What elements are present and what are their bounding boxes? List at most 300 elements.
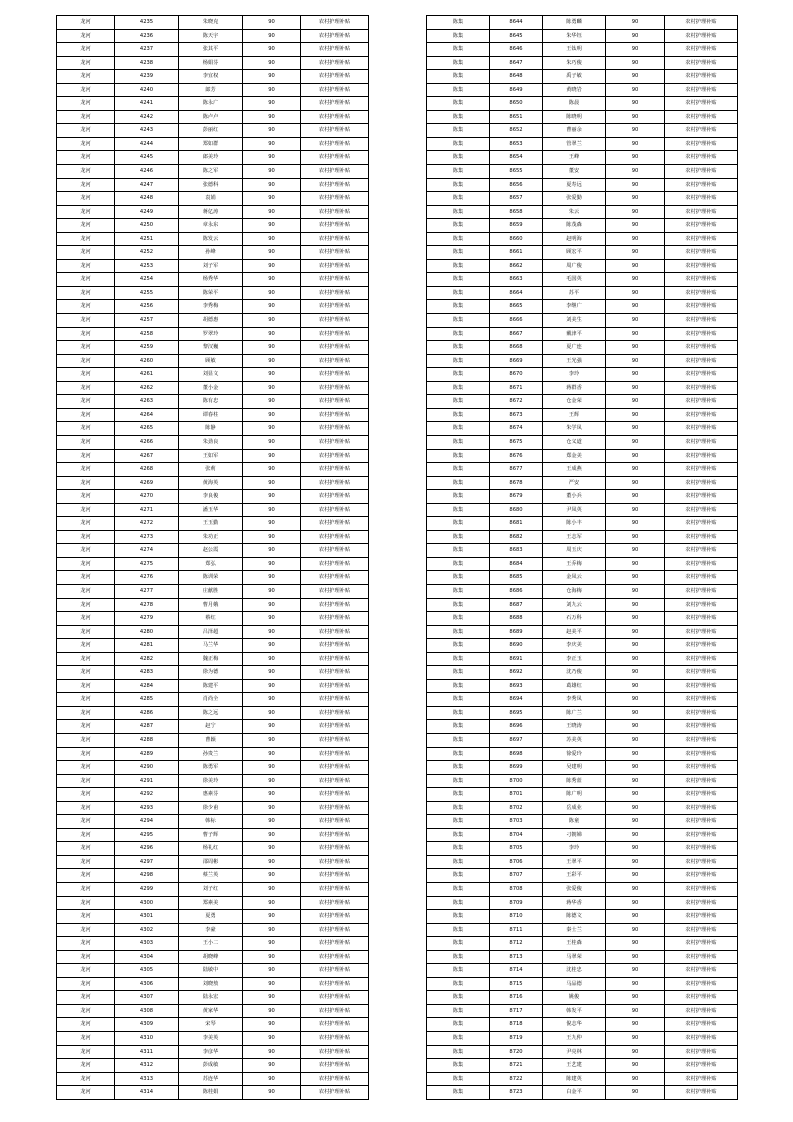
number-cell: 4291 bbox=[115, 774, 179, 788]
name-cell: 李继广 bbox=[543, 300, 606, 314]
town-cell: 龙河 bbox=[57, 612, 115, 626]
type-cell: 农村护理补贴 bbox=[301, 571, 369, 585]
number-cell: 4236 bbox=[115, 29, 179, 43]
town-cell: 陈集 bbox=[427, 259, 490, 273]
number-cell: 8722 bbox=[490, 1072, 543, 1086]
table-row bbox=[57, 842, 369, 856]
number-cell: 4238 bbox=[115, 56, 179, 70]
number-cell: 8700 bbox=[490, 774, 543, 788]
town-cell: 陈集 bbox=[427, 232, 490, 246]
town-cell: 陈集 bbox=[427, 327, 490, 341]
number-cell: 4235 bbox=[115, 16, 179, 30]
left-table-body bbox=[57, 16, 369, 1100]
table-row bbox=[427, 300, 738, 314]
name-cell: 黎汉巍 bbox=[179, 341, 243, 355]
town-cell: 龙河 bbox=[57, 1045, 115, 1059]
table-row bbox=[427, 1059, 738, 1073]
table-row bbox=[427, 977, 738, 991]
name-cell: 杨秀华 bbox=[179, 273, 243, 287]
amount-cell: 90 bbox=[606, 503, 665, 517]
type-cell: 农村护理补贴 bbox=[301, 1004, 369, 1018]
type-cell: 农村护理补贴 bbox=[665, 490, 738, 504]
name-cell: 陈茂森 bbox=[543, 219, 606, 233]
amount-cell: 90 bbox=[606, 43, 665, 57]
table-row bbox=[427, 1086, 738, 1100]
town-cell: 陈集 bbox=[427, 70, 490, 84]
table-row bbox=[427, 693, 738, 707]
number-cell: 4266 bbox=[115, 435, 179, 449]
number-cell: 4250 bbox=[115, 219, 179, 233]
town-cell: 龙河 bbox=[57, 490, 115, 504]
amount-cell: 90 bbox=[243, 855, 301, 869]
name-cell: 潘玉华 bbox=[179, 503, 243, 517]
type-cell: 农村护理补贴 bbox=[301, 977, 369, 991]
number-cell: 8717 bbox=[490, 1004, 543, 1018]
name-cell: 王如军 bbox=[179, 449, 243, 463]
table-row bbox=[427, 368, 738, 382]
number-cell: 4283 bbox=[115, 666, 179, 680]
type-cell: 农村护理补贴 bbox=[301, 70, 369, 84]
name-cell: 陈广兰 bbox=[543, 706, 606, 720]
number-cell: 8719 bbox=[490, 1032, 543, 1046]
amount-cell: 90 bbox=[606, 341, 665, 355]
table-row bbox=[427, 273, 738, 287]
table-row bbox=[427, 16, 738, 30]
amount-cell: 90 bbox=[243, 192, 301, 206]
table-row bbox=[57, 354, 369, 368]
table-row bbox=[427, 1032, 738, 1046]
number-cell: 8697 bbox=[490, 733, 543, 747]
amount-cell: 90 bbox=[606, 476, 665, 490]
town-cell: 陈集 bbox=[427, 314, 490, 328]
type-cell: 农村护理补贴 bbox=[301, 327, 369, 341]
type-cell: 农村护理补贴 bbox=[665, 476, 738, 490]
type-cell: 农村护理补贴 bbox=[301, 801, 369, 815]
table-row bbox=[57, 1059, 369, 1073]
type-cell: 农村护理补贴 bbox=[665, 408, 738, 422]
type-cell: 农村护理补贴 bbox=[301, 517, 369, 531]
amount-cell: 90 bbox=[606, 205, 665, 219]
type-cell: 农村护理补贴 bbox=[665, 598, 738, 612]
number-cell: 4270 bbox=[115, 490, 179, 504]
table-row bbox=[427, 788, 738, 802]
table-row bbox=[57, 896, 369, 910]
name-cell: 仓海梅 bbox=[543, 584, 606, 598]
type-cell: 农村护理补贴 bbox=[301, 815, 369, 829]
type-cell: 农村护理补贴 bbox=[301, 1059, 369, 1073]
table-row bbox=[57, 801, 369, 815]
table-row bbox=[427, 557, 738, 571]
number-cell: 8654 bbox=[490, 151, 543, 165]
number-cell: 4306 bbox=[115, 977, 179, 991]
table-row bbox=[57, 774, 369, 788]
type-cell: 农村护理补贴 bbox=[301, 449, 369, 463]
name-cell: 刘子红 bbox=[179, 883, 243, 897]
type-cell: 农村护理补贴 bbox=[301, 923, 369, 937]
type-cell: 农村护理补贴 bbox=[301, 286, 369, 300]
type-cell: 农村护理补贴 bbox=[301, 124, 369, 138]
number-cell: 8677 bbox=[490, 463, 543, 477]
name-cell: 王成燕 bbox=[543, 463, 606, 477]
name-cell: 李玲 bbox=[543, 368, 606, 382]
town-cell: 陈集 bbox=[427, 544, 490, 558]
town-cell: 陈集 bbox=[427, 693, 490, 707]
type-cell: 农村护理补贴 bbox=[301, 463, 369, 477]
town-cell: 龙河 bbox=[57, 205, 115, 219]
type-cell: 农村护理补贴 bbox=[665, 137, 738, 151]
town-cell: 龙河 bbox=[57, 70, 115, 84]
name-cell: 胡晓峰 bbox=[179, 950, 243, 964]
name-cell: 仓金荣 bbox=[543, 395, 606, 409]
number-cell: 4301 bbox=[115, 910, 179, 924]
name-cell: 李正玉 bbox=[543, 652, 606, 666]
town-cell: 龙河 bbox=[57, 327, 115, 341]
town-cell: 龙河 bbox=[57, 1059, 115, 1073]
type-cell: 农村护理补贴 bbox=[665, 449, 738, 463]
type-cell: 农村护理补贴 bbox=[301, 530, 369, 544]
amount-cell: 90 bbox=[606, 16, 665, 30]
type-cell: 农村护理补贴 bbox=[665, 43, 738, 57]
amount-cell: 90 bbox=[606, 693, 665, 707]
type-cell: 农村护理补贴 bbox=[665, 977, 738, 991]
table-row bbox=[427, 327, 738, 341]
table-row bbox=[57, 300, 369, 314]
number-cell: 4289 bbox=[115, 747, 179, 761]
type-cell: 农村护理补贴 bbox=[301, 165, 369, 179]
name-cell: 李宜权 bbox=[179, 70, 243, 84]
amount-cell: 90 bbox=[606, 612, 665, 626]
town-cell: 龙河 bbox=[57, 706, 115, 720]
town-cell: 陈集 bbox=[427, 449, 490, 463]
amount-cell: 90 bbox=[243, 625, 301, 639]
name-cell: 周广俊 bbox=[543, 259, 606, 273]
number-cell: 4252 bbox=[115, 246, 179, 260]
type-cell: 农村护理补贴 bbox=[665, 1004, 738, 1018]
town-cell: 陈集 bbox=[427, 666, 490, 680]
town-cell: 陈集 bbox=[427, 178, 490, 192]
amount-cell: 90 bbox=[606, 557, 665, 571]
type-cell: 农村护理补贴 bbox=[665, 70, 738, 84]
amount-cell: 90 bbox=[243, 720, 301, 734]
name-cell: 陈天宇 bbox=[179, 29, 243, 43]
name-cell: 蔡兰英 bbox=[179, 869, 243, 883]
type-cell: 农村护理补贴 bbox=[301, 828, 369, 842]
number-cell: 8704 bbox=[490, 828, 543, 842]
town-cell: 龙河 bbox=[57, 950, 115, 964]
type-cell: 农村护理补贴 bbox=[665, 381, 738, 395]
name-cell: 王峰 bbox=[543, 151, 606, 165]
name-cell: 戴津平 bbox=[543, 327, 606, 341]
name-cell: 马翠荣 bbox=[543, 950, 606, 964]
amount-cell: 90 bbox=[243, 178, 301, 192]
number-cell: 8721 bbox=[490, 1059, 543, 1073]
town-cell: 龙河 bbox=[57, 733, 115, 747]
town-cell: 陈集 bbox=[427, 923, 490, 937]
amount-cell: 90 bbox=[243, 530, 301, 544]
name-cell: 顾敏 bbox=[179, 354, 243, 368]
table-row bbox=[57, 137, 369, 151]
number-cell: 8668 bbox=[490, 341, 543, 355]
table-row bbox=[427, 259, 738, 273]
type-cell: 农村护理补贴 bbox=[665, 368, 738, 382]
town-cell: 龙河 bbox=[57, 883, 115, 897]
number-cell: 8694 bbox=[490, 693, 543, 707]
table-row bbox=[57, 517, 369, 531]
table-row bbox=[57, 828, 369, 842]
table-row bbox=[57, 1032, 369, 1046]
amount-cell: 90 bbox=[243, 246, 301, 260]
name-cell: 陈勇麟 bbox=[543, 16, 606, 30]
type-cell: 农村护理补贴 bbox=[301, 869, 369, 883]
type-cell: 农村护理补贴 bbox=[301, 937, 369, 951]
table-row bbox=[427, 639, 738, 653]
name-cell: 朱巧俊 bbox=[543, 56, 606, 70]
table-row bbox=[427, 314, 738, 328]
number-cell: 4244 bbox=[115, 137, 179, 151]
amount-cell: 90 bbox=[243, 314, 301, 328]
town-cell: 龙河 bbox=[57, 178, 115, 192]
number-cell: 4247 bbox=[115, 178, 179, 192]
name-cell: 岳成业 bbox=[543, 801, 606, 815]
number-cell: 8682 bbox=[490, 530, 543, 544]
table-row bbox=[427, 463, 738, 477]
town-cell: 龙河 bbox=[57, 300, 115, 314]
number-cell: 8680 bbox=[490, 503, 543, 517]
town-cell: 陈集 bbox=[427, 1086, 490, 1100]
table-row bbox=[427, 910, 738, 924]
number-cell: 8710 bbox=[490, 910, 543, 924]
number-cell: 8676 bbox=[490, 449, 543, 463]
number-cell: 8711 bbox=[490, 923, 543, 937]
name-cell: 蔡红 bbox=[179, 612, 243, 626]
town-cell: 龙河 bbox=[57, 896, 115, 910]
type-cell: 农村护理补贴 bbox=[665, 747, 738, 761]
type-cell: 农村护理补贴 bbox=[665, 950, 738, 964]
table-row bbox=[427, 1045, 738, 1059]
table-row bbox=[427, 395, 738, 409]
number-cell: 4295 bbox=[115, 828, 179, 842]
table-row bbox=[427, 761, 738, 775]
type-cell: 农村护理补贴 bbox=[301, 300, 369, 314]
name-cell: 宋琴 bbox=[179, 1018, 243, 1032]
table-row bbox=[57, 679, 369, 693]
name-cell: 石万科 bbox=[543, 612, 606, 626]
type-cell: 农村护理补贴 bbox=[665, 652, 738, 666]
table-row bbox=[427, 56, 738, 70]
number-cell: 8655 bbox=[490, 165, 543, 179]
amount-cell: 90 bbox=[606, 490, 665, 504]
amount-cell: 90 bbox=[606, 435, 665, 449]
name-cell: 王翠平 bbox=[543, 855, 606, 869]
type-cell: 农村护理补贴 bbox=[665, 219, 738, 233]
town-cell: 龙河 bbox=[57, 83, 115, 97]
amount-cell: 90 bbox=[606, 422, 665, 436]
town-cell: 龙河 bbox=[57, 422, 115, 436]
town-cell: 龙河 bbox=[57, 991, 115, 1005]
amount-cell: 90 bbox=[606, 110, 665, 124]
name-cell: 马品德 bbox=[543, 977, 606, 991]
table-row bbox=[427, 192, 738, 206]
amount-cell: 90 bbox=[243, 706, 301, 720]
number-cell: 4304 bbox=[115, 950, 179, 964]
type-cell: 农村护理补贴 bbox=[665, 435, 738, 449]
number-cell: 4309 bbox=[115, 1018, 179, 1032]
town-cell: 陈集 bbox=[427, 652, 490, 666]
table-row bbox=[427, 1072, 738, 1086]
table-row bbox=[57, 544, 369, 558]
name-cell: 陈有忠 bbox=[179, 395, 243, 409]
type-cell: 农村护理补贴 bbox=[301, 720, 369, 734]
table-row bbox=[427, 815, 738, 829]
number-cell: 8712 bbox=[490, 937, 543, 951]
number-cell: 4303 bbox=[115, 937, 179, 951]
town-cell: 陈集 bbox=[427, 110, 490, 124]
number-cell: 4260 bbox=[115, 354, 179, 368]
right-table-body bbox=[427, 16, 738, 1100]
amount-cell: 90 bbox=[243, 259, 301, 273]
number-cell: 4287 bbox=[115, 720, 179, 734]
number-cell: 8718 bbox=[490, 1018, 543, 1032]
table-row bbox=[57, 761, 369, 775]
table-row bbox=[57, 977, 369, 991]
name-cell: 王钛明 bbox=[543, 43, 606, 57]
type-cell: 农村护理补贴 bbox=[301, 246, 369, 260]
number-cell: 4257 bbox=[115, 314, 179, 328]
number-cell: 4255 bbox=[115, 286, 179, 300]
table-row bbox=[427, 246, 738, 260]
type-cell: 农村护理补贴 bbox=[301, 476, 369, 490]
name-cell: 王九仲 bbox=[543, 1032, 606, 1046]
amount-cell: 90 bbox=[243, 395, 301, 409]
town-cell: 龙河 bbox=[57, 842, 115, 856]
name-cell: 彭丽红 bbox=[179, 124, 243, 138]
number-cell: 4249 bbox=[115, 205, 179, 219]
town-cell: 陈集 bbox=[427, 83, 490, 97]
town-cell: 龙河 bbox=[57, 815, 115, 829]
number-cell: 8651 bbox=[490, 110, 543, 124]
town-cell: 龙河 bbox=[57, 56, 115, 70]
name-cell: 袁娟 bbox=[179, 192, 243, 206]
amount-cell: 90 bbox=[606, 774, 665, 788]
amount-cell: 90 bbox=[606, 761, 665, 775]
amount-cell: 90 bbox=[606, 720, 665, 734]
name-cell: 陈晓明 bbox=[543, 110, 606, 124]
type-cell: 农村护理补贴 bbox=[301, 205, 369, 219]
number-cell: 8647 bbox=[490, 56, 543, 70]
town-cell: 陈集 bbox=[427, 842, 490, 856]
table-row bbox=[427, 544, 738, 558]
table-row bbox=[427, 571, 738, 585]
table-row bbox=[427, 151, 738, 165]
number-cell: 8696 bbox=[490, 720, 543, 734]
town-cell: 龙河 bbox=[57, 666, 115, 680]
type-cell: 农村护理补贴 bbox=[665, 314, 738, 328]
table-row bbox=[57, 449, 369, 463]
table-row bbox=[57, 557, 369, 571]
town-cell: 陈集 bbox=[427, 557, 490, 571]
name-cell: 曹颖 bbox=[179, 733, 243, 747]
number-cell: 4265 bbox=[115, 422, 179, 436]
table-row bbox=[57, 435, 369, 449]
amount-cell: 90 bbox=[243, 1018, 301, 1032]
amount-cell: 90 bbox=[606, 232, 665, 246]
town-cell: 龙河 bbox=[57, 165, 115, 179]
town-cell: 龙河 bbox=[57, 625, 115, 639]
name-cell: 张莉 bbox=[179, 463, 243, 477]
type-cell: 农村护理补贴 bbox=[665, 625, 738, 639]
type-cell: 农村护理补贴 bbox=[665, 354, 738, 368]
type-cell: 农村护理补贴 bbox=[301, 1045, 369, 1059]
amount-cell: 90 bbox=[606, 571, 665, 585]
amount-cell: 90 bbox=[606, 896, 665, 910]
table-row bbox=[57, 1072, 369, 1086]
table-row bbox=[427, 950, 738, 964]
type-cell: 农村护理补贴 bbox=[665, 192, 738, 206]
table-row bbox=[57, 1086, 369, 1100]
name-cell: 朱功正 bbox=[179, 530, 243, 544]
number-cell: 8693 bbox=[490, 679, 543, 693]
amount-cell: 90 bbox=[243, 733, 301, 747]
type-cell: 农村护理补贴 bbox=[665, 869, 738, 883]
type-cell: 农村护理补贴 bbox=[301, 354, 369, 368]
number-cell: 8664 bbox=[490, 286, 543, 300]
amount-cell: 90 bbox=[606, 408, 665, 422]
town-cell: 陈集 bbox=[427, 97, 490, 111]
type-cell: 农村护理补贴 bbox=[301, 259, 369, 273]
table-row bbox=[427, 1018, 738, 1032]
name-cell: 胡德惠 bbox=[179, 314, 243, 328]
name-cell: 徐少甫 bbox=[179, 801, 243, 815]
amount-cell: 90 bbox=[606, 463, 665, 477]
name-cell: 陈永广 bbox=[179, 97, 243, 111]
type-cell: 农村护理补贴 bbox=[665, 937, 738, 951]
name-cell: 徐美玲 bbox=[179, 774, 243, 788]
amount-cell: 90 bbox=[606, 584, 665, 598]
type-cell: 农村护理补贴 bbox=[301, 639, 369, 653]
town-cell: 陈集 bbox=[427, 341, 490, 355]
type-cell: 农村护理补贴 bbox=[665, 733, 738, 747]
amount-cell: 90 bbox=[606, 449, 665, 463]
type-cell: 农村护理补贴 bbox=[665, 341, 738, 355]
type-cell: 农村护理补贴 bbox=[301, 395, 369, 409]
town-cell: 陈集 bbox=[427, 408, 490, 422]
name-cell: 白金平 bbox=[543, 1086, 606, 1100]
name-cell: 郎美玲 bbox=[179, 151, 243, 165]
table-row bbox=[57, 56, 369, 70]
amount-cell: 90 bbox=[243, 449, 301, 463]
name-cell: 张爱勤 bbox=[543, 192, 606, 206]
amount-cell: 90 bbox=[606, 29, 665, 43]
amount-cell: 90 bbox=[243, 544, 301, 558]
number-cell: 4268 bbox=[115, 463, 179, 477]
type-cell: 农村护理补贴 bbox=[301, 910, 369, 924]
town-cell: 陈集 bbox=[427, 476, 490, 490]
name-cell: 陈荣平 bbox=[179, 286, 243, 300]
type-cell: 农村护理补贴 bbox=[301, 56, 369, 70]
type-cell: 农村护理补贴 bbox=[665, 964, 738, 978]
amount-cell: 90 bbox=[606, 977, 665, 991]
name-cell: 李玲 bbox=[543, 842, 606, 856]
left-table bbox=[56, 15, 369, 1100]
table-row bbox=[427, 584, 738, 598]
amount-cell: 90 bbox=[243, 869, 301, 883]
amount-cell: 90 bbox=[243, 1072, 301, 1086]
amount-cell: 90 bbox=[606, 381, 665, 395]
town-cell: 龙河 bbox=[57, 1032, 115, 1046]
town-cell: 龙河 bbox=[57, 368, 115, 382]
town-cell: 陈集 bbox=[427, 395, 490, 409]
amount-cell: 90 bbox=[606, 747, 665, 761]
